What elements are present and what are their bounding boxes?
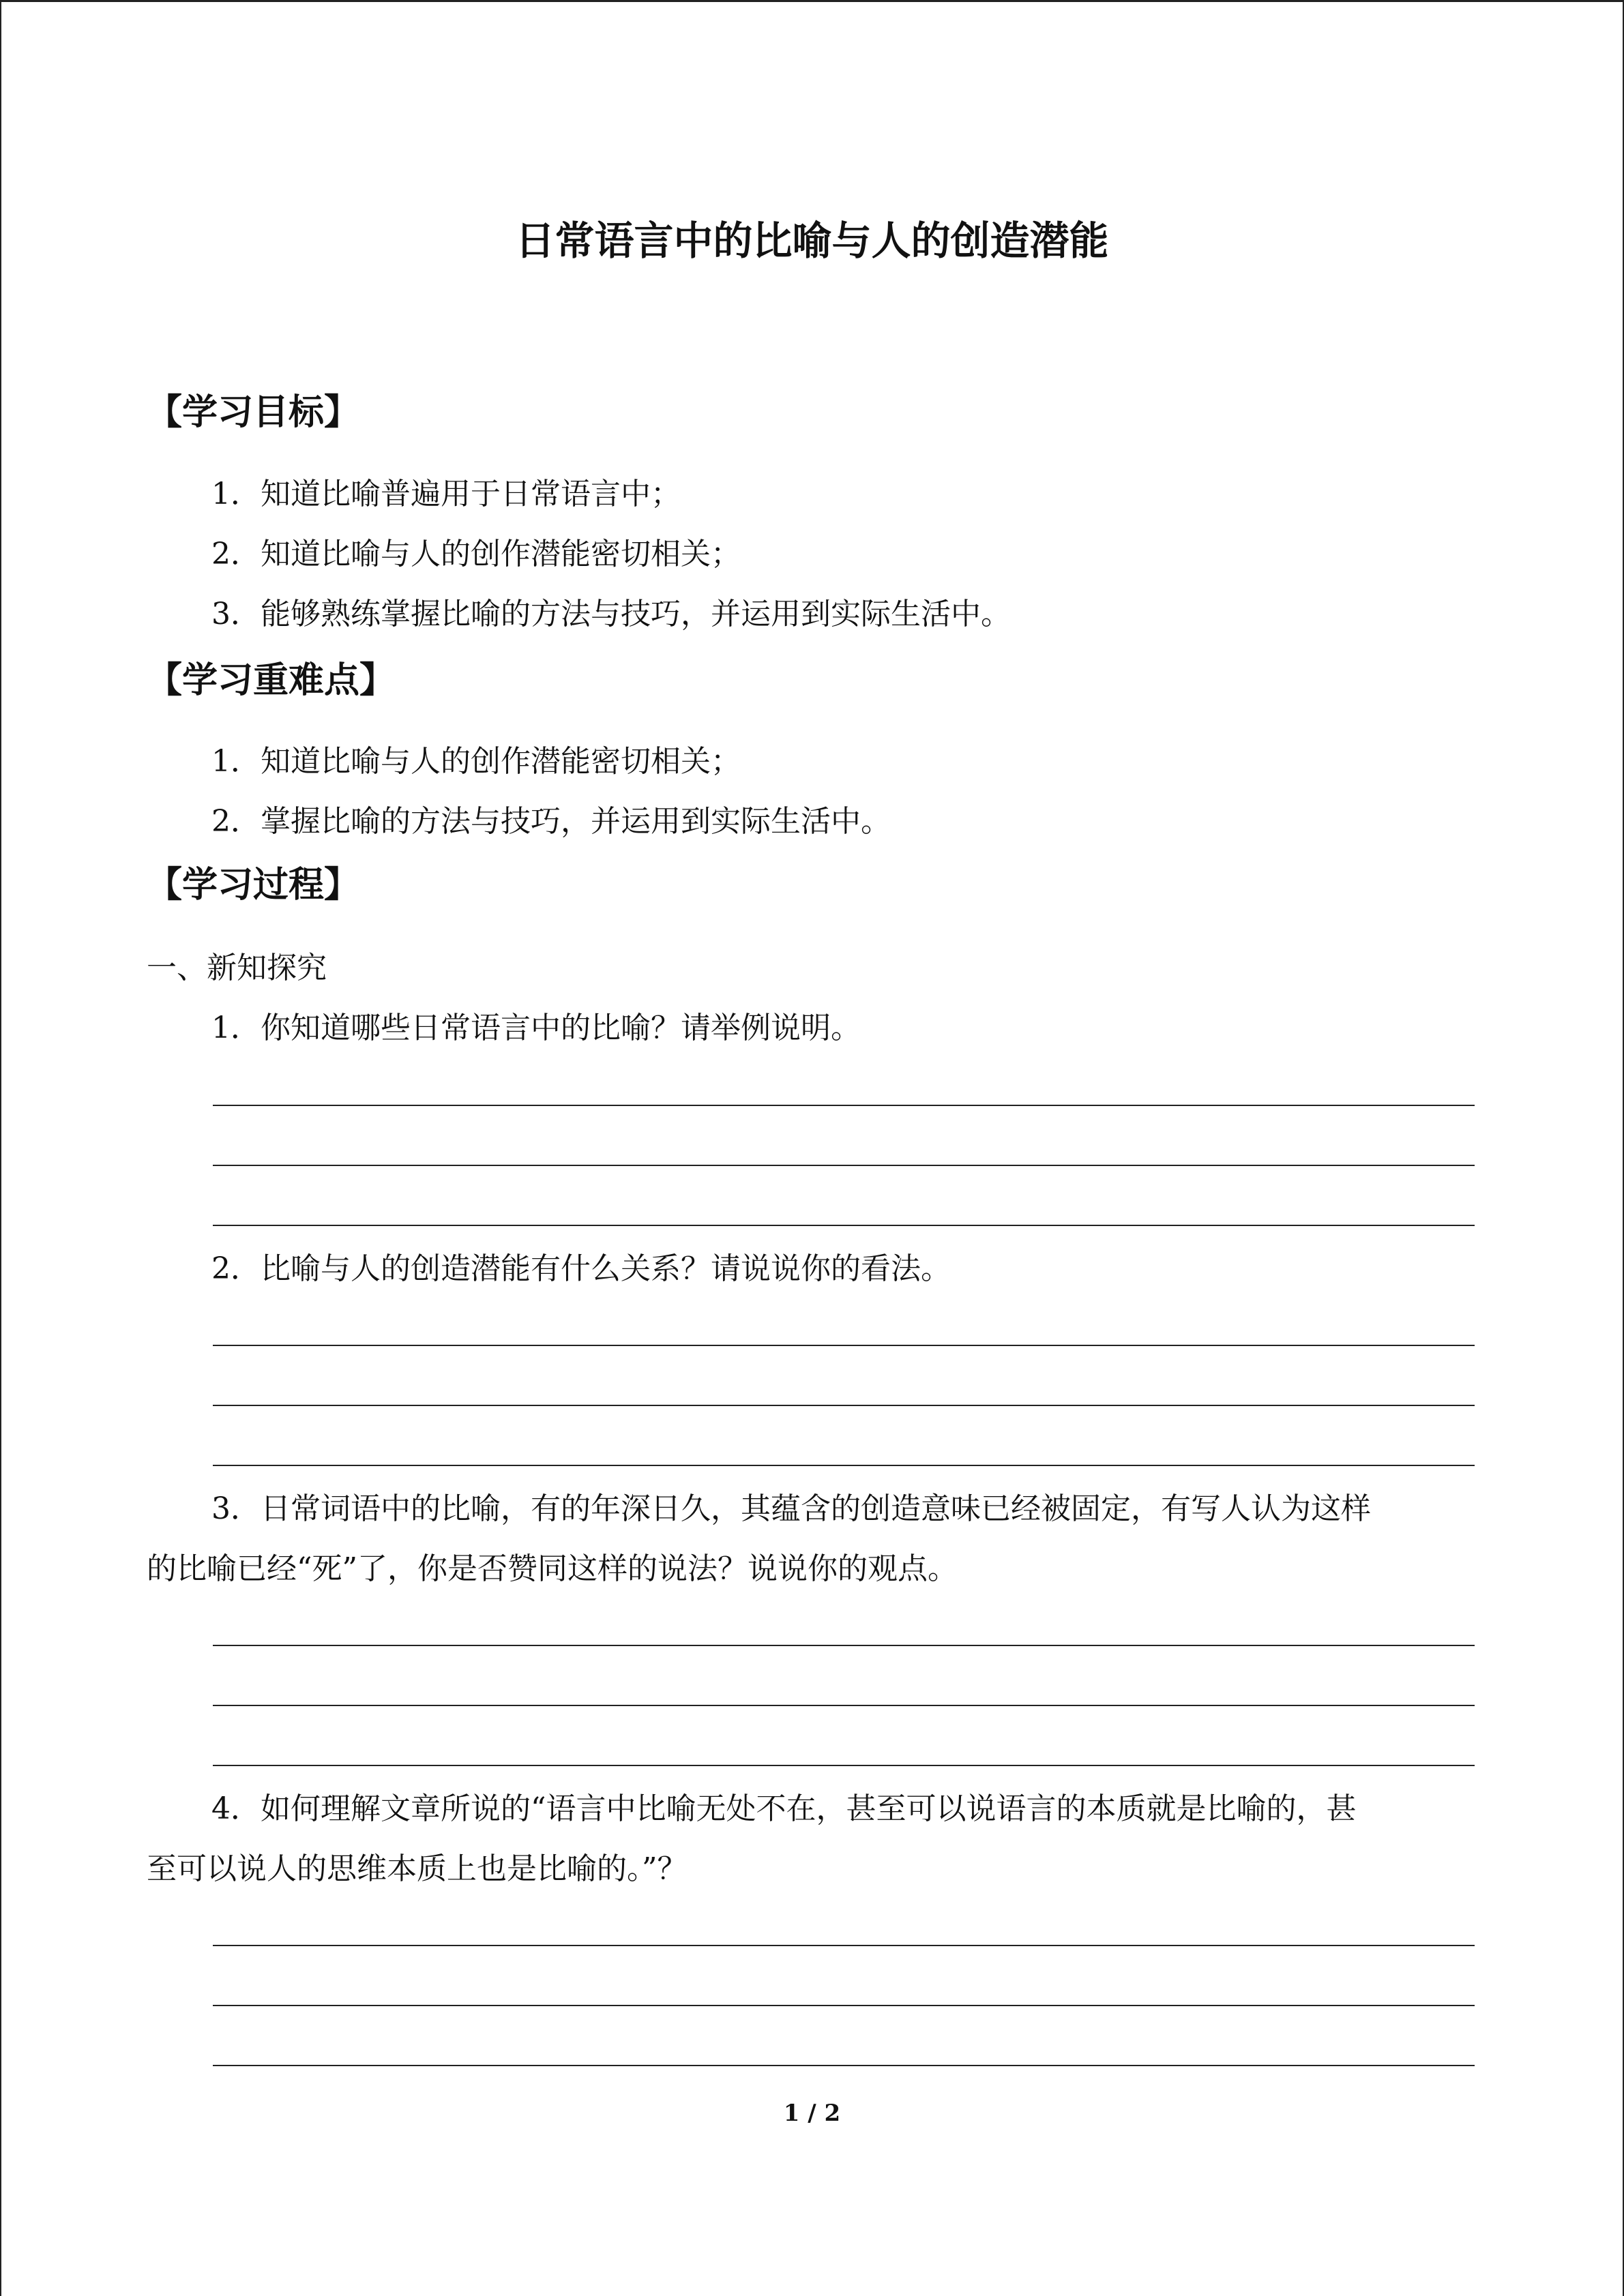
answer-line[interactable]	[213, 1405, 1475, 1406]
question-2: 2．比喻与人的创造潜能有什么关系？请说说你的看法。	[211, 1251, 951, 1286]
page-number: 1 / 2	[783, 2100, 841, 2127]
question-3-line-1: 3．日常词语中的比喻，有的年深日久，其蕴含的创造意味已经被固定，有写人认为这样	[211, 1491, 1371, 1526]
key-point-item: 1．知道比喻与人的创作潜能密切相关；	[211, 744, 741, 779]
objective-item: 2．知道比喻与人的创作潜能密切相关；	[211, 537, 741, 571]
question-4-line-2: 至可以说人的思维本质上也是比喻的。”？	[147, 1851, 688, 1886]
document-title: 日常语言中的比喻与人的创造潜能	[515, 218, 1109, 264]
answer-line[interactable]	[213, 1465, 1475, 1466]
key-point-item: 2．掌握比喻的方法与技巧，并运用到实际生活中。	[211, 804, 891, 839]
answer-line[interactable]	[213, 1345, 1475, 1346]
heading-objectives: 【学习目标】	[147, 392, 360, 433]
answer-line[interactable]	[213, 1105, 1475, 1106]
heading-key-points: 【学习重难点】	[147, 660, 396, 701]
question-1: 1．你知道哪些日常语言中的比喻？请举例说明。	[211, 1011, 861, 1045]
subheading-new-knowledge: 一、新知探究	[147, 951, 327, 985]
heading-process: 【学习过程】	[147, 865, 360, 906]
answer-line[interactable]	[213, 1705, 1475, 1706]
answer-line[interactable]	[213, 2005, 1475, 2006]
objective-item: 3．能够熟练掌握比喻的方法与技巧，并运用到实际生活中。	[211, 597, 1011, 631]
answer-line[interactable]	[213, 1645, 1475, 1646]
question-3-line-2: 的比喻已经“死”了，你是否赞同这样的说法？说说你的观点。	[147, 1551, 958, 1586]
question-4-line-1: 4．如何理解文章所说的“语言中比喻无处不在，甚至可以说语言的本质就是比喻的，甚	[211, 1791, 1357, 1826]
answer-line[interactable]	[213, 1765, 1475, 1766]
answer-line[interactable]	[213, 1945, 1475, 1946]
answer-line[interactable]	[213, 1165, 1475, 1166]
answer-line[interactable]	[213, 1225, 1475, 1226]
objective-item: 1．知道比喻普遍用于日常语言中；	[211, 477, 681, 511]
answer-line[interactable]	[213, 2065, 1475, 2066]
